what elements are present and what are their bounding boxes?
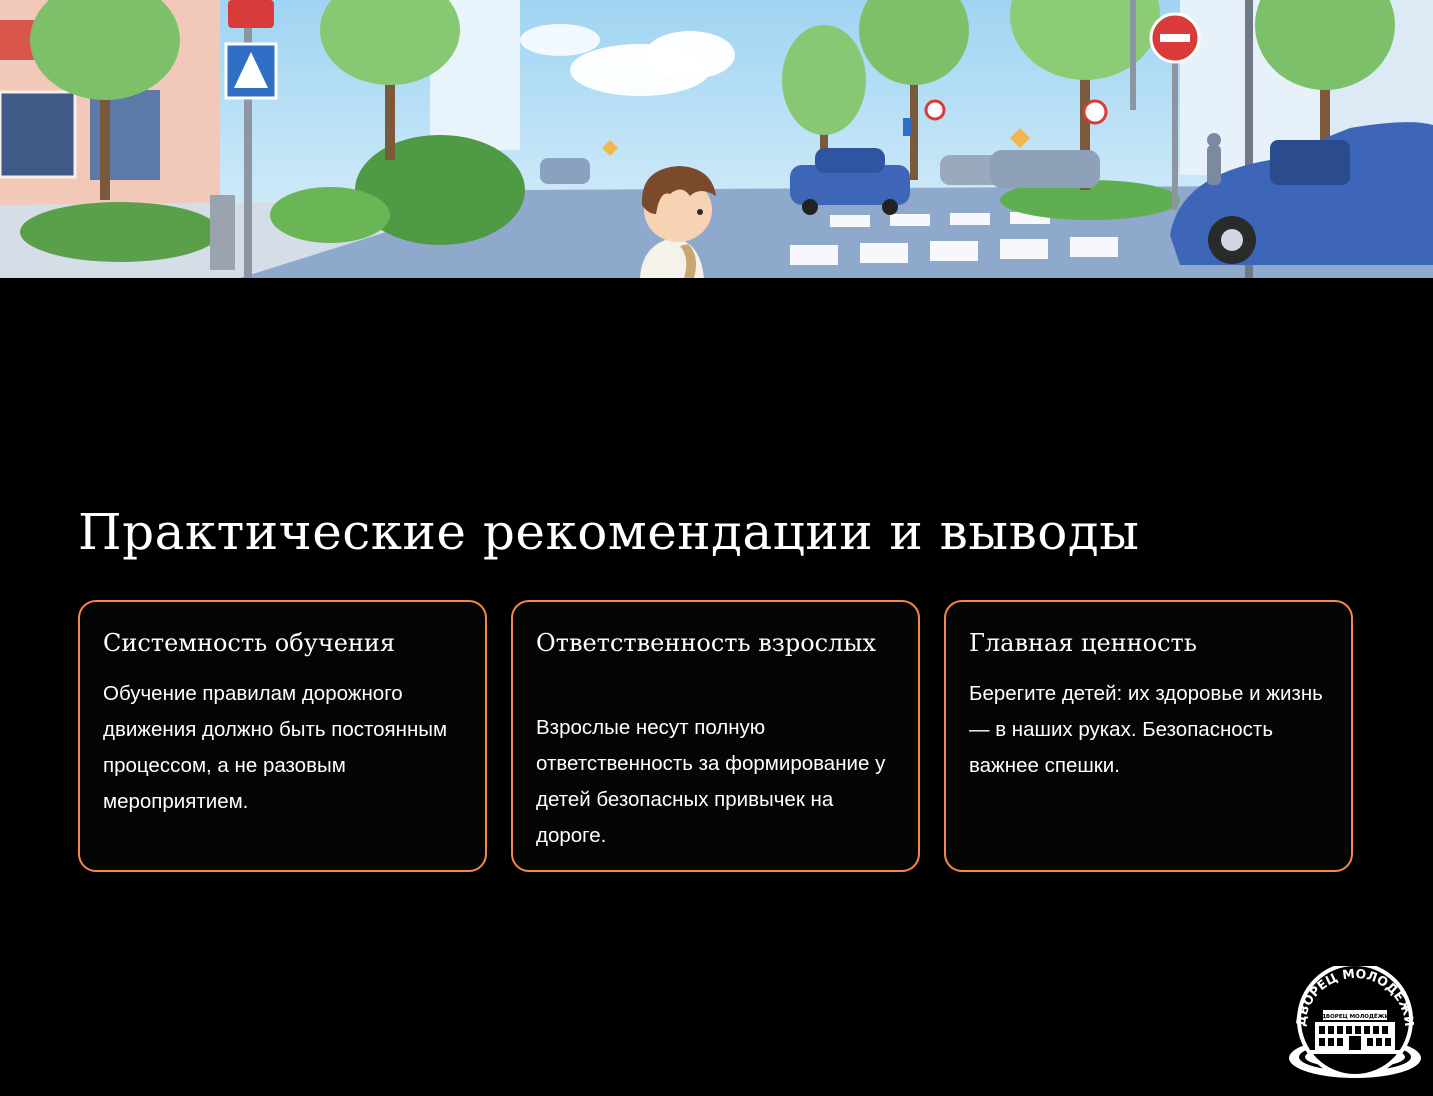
- slide-title: Практические рекомендации и выводы: [78, 503, 1140, 561]
- card-title: Главная ценность: [969, 629, 1197, 657]
- card-text: Взрослые несут полную ответственность за формирование у детей безопасных привычек на дороге.: [536, 716, 886, 847]
- card-text: Обучение правилам дорожного движения должно быть постоянным процессом, а не разовым мероприятием.: [103, 682, 448, 813]
- youth-palace-logo: [1287, 966, 1423, 1080]
- card-systematic-learning: [78, 600, 487, 872]
- street-banner-image: [0, 0, 1433, 278]
- logo-building-sign: ДВОРЕЦ МОЛОДЁЖИ: [1321, 1014, 1389, 1020]
- card-text: Берегите детей: их здоровье и жизнь — в наших руках. Безопасность важнее спешки.: [969, 682, 1323, 777]
- card-adult-responsibility: [511, 600, 920, 872]
- logo-arc-text: ДВОРЕЦ МОЛОДЁЖИ: [1292, 966, 1418, 1028]
- card-title: Системность обучения: [103, 629, 396, 657]
- card-main-value: [944, 600, 1353, 872]
- card-title: Ответственность взрослых: [536, 629, 876, 657]
